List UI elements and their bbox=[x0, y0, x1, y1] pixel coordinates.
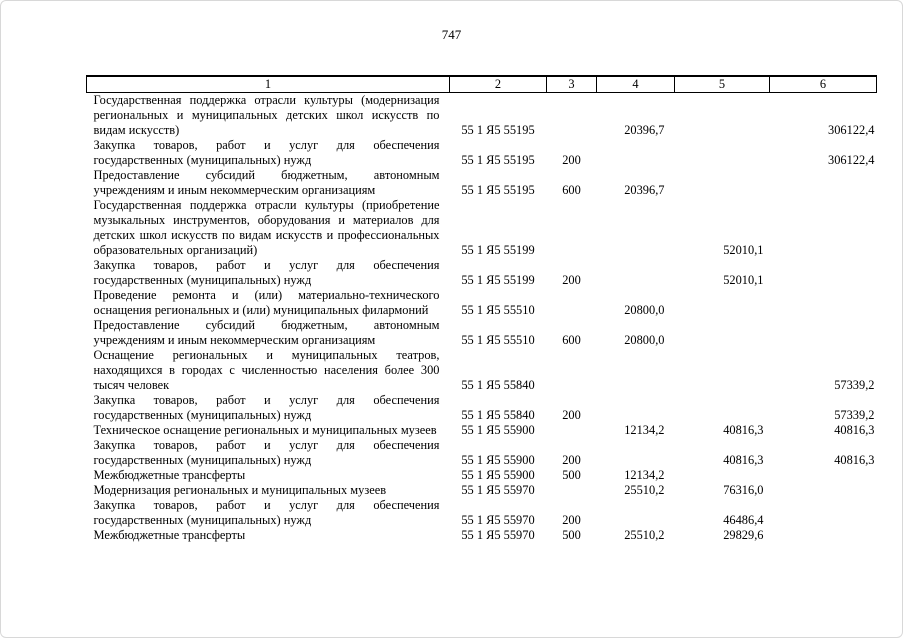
table-row bbox=[87, 318, 877, 348]
table-row bbox=[87, 423, 877, 438]
row-amount-col4: 20800,0 bbox=[624, 303, 665, 317]
row-code: 55 1 Я5 55900 bbox=[461, 423, 535, 437]
row-amount-col4: 25510,2 bbox=[624, 483, 665, 497]
row-code: 55 1 Я5 55970 bbox=[461, 528, 535, 542]
row-expense-type: 500 bbox=[562, 528, 581, 542]
row-code: 55 1 Я5 55510 bbox=[461, 303, 535, 317]
table-row bbox=[87, 258, 877, 288]
row-amount-col5 bbox=[675, 468, 770, 483]
table-row bbox=[87, 498, 877, 528]
row-expense-type bbox=[547, 288, 597, 318]
row-expense-type bbox=[547, 483, 597, 498]
row-amount-col4 bbox=[597, 498, 675, 528]
row-code: 55 1 Я5 55970 bbox=[461, 513, 535, 527]
table-header-row bbox=[87, 76, 877, 93]
row-amount-col5 bbox=[675, 168, 770, 198]
column-header-4: 4 bbox=[597, 76, 675, 93]
row-amount-col4 bbox=[597, 138, 675, 168]
row-amount-col6 bbox=[770, 318, 877, 348]
row-code: 55 1 Я5 55510 bbox=[461, 333, 535, 347]
row-amount-col5 bbox=[675, 288, 770, 318]
row-amount-col5 bbox=[675, 93, 770, 139]
row-code: 55 1 Я5 55195 bbox=[461, 123, 535, 137]
row-title: Предоставление субсидий бюджетным, автономным учреждениям и иным некоммерческим организациям bbox=[93, 318, 440, 347]
row-amount-col6: 57339,2 bbox=[834, 378, 875, 392]
row-expense-type: 500 bbox=[562, 468, 581, 482]
row-code: 55 1 Я5 55900 bbox=[461, 468, 535, 482]
row-expense-type: 200 bbox=[562, 408, 581, 422]
row-expense-type: 200 bbox=[562, 153, 581, 167]
row-amount-col6 bbox=[770, 198, 877, 258]
row-title: Техническое оснащение региональных и муниципальных музеев bbox=[93, 423, 437, 437]
page-number: 747 bbox=[441, 27, 462, 42]
row-amount-col6 bbox=[770, 258, 877, 288]
row-amount-col6: 40816,3 bbox=[834, 423, 875, 437]
row-amount-col5: 40816,3 bbox=[723, 453, 764, 467]
table-row bbox=[87, 438, 877, 468]
row-amount-col6: 306122,4 bbox=[828, 123, 875, 137]
row-amount-col5: 46486,4 bbox=[723, 513, 764, 527]
row-amount-col4 bbox=[597, 258, 675, 288]
row-amount-col6: 57339,2 bbox=[834, 408, 875, 422]
row-amount-col4: 25510,2 bbox=[624, 528, 665, 542]
row-amount-col6: 40816,3 bbox=[834, 453, 875, 467]
table-row bbox=[87, 468, 877, 483]
table-header bbox=[87, 76, 877, 93]
row-amount-col5: 52010,1 bbox=[723, 243, 764, 257]
row-amount-col6 bbox=[770, 528, 877, 543]
row-amount-col4: 20396,7 bbox=[624, 183, 665, 197]
table-row bbox=[87, 393, 877, 423]
row-title: Оснащение региональных и муниципальных театров, находящихся в городах с численностью населения более 300 тысяч человек bbox=[93, 348, 440, 392]
row-amount-col6 bbox=[770, 483, 877, 498]
row-amount-col4: 20800,0 bbox=[624, 333, 665, 347]
row-code: 55 1 Я5 55199 bbox=[461, 243, 535, 257]
row-expense-type: 200 bbox=[562, 273, 581, 287]
column-header-3: 3 bbox=[547, 76, 597, 93]
row-expense-type: 600 bbox=[562, 333, 581, 347]
table-body bbox=[87, 93, 877, 544]
row-amount-col4: 20396,7 bbox=[624, 123, 665, 137]
column-header-6: 6 bbox=[770, 76, 877, 93]
table-row bbox=[87, 483, 877, 498]
row-title: Закупка товаров, работ и услуг для обеспечения государственных (муниципальных) нужд bbox=[93, 138, 440, 167]
row-title: Государственная поддержка отрасли культуры (приобретение музыкальных инструментов, оборудования и материалов для детских школ искусств по видам искусств и профессиональных образовательных организаций) bbox=[93, 198, 440, 257]
row-amount-col6 bbox=[770, 498, 877, 528]
row-amount-col5 bbox=[675, 348, 770, 393]
row-amount-col4 bbox=[597, 393, 675, 423]
row-amount-col5: 76316,0 bbox=[723, 483, 764, 497]
table-row bbox=[87, 138, 877, 168]
row-amount-col6 bbox=[770, 288, 877, 318]
row-code: 55 1 Я5 55970 bbox=[461, 483, 535, 497]
row-expense-type bbox=[547, 93, 597, 139]
table-row bbox=[87, 528, 877, 543]
row-amount-col4 bbox=[597, 438, 675, 468]
column-header-1: 1 bbox=[87, 76, 450, 93]
row-amount-col4: 12134,2 bbox=[624, 423, 665, 437]
row-expense-type bbox=[547, 198, 597, 258]
row-amount-col5: 29829,6 bbox=[723, 528, 764, 542]
row-amount-col5 bbox=[675, 138, 770, 168]
row-amount-col5 bbox=[675, 318, 770, 348]
row-amount-col4: 12134,2 bbox=[624, 468, 665, 482]
column-header-2: 2 bbox=[450, 76, 547, 93]
row-code: 55 1 Я5 55195 bbox=[461, 183, 535, 197]
table-row bbox=[87, 198, 877, 258]
row-title: Модернизация региональных и муниципальных музеев bbox=[93, 483, 387, 497]
row-title: Закупка товаров, работ и услуг для обеспечения государственных (муниципальных) нужд bbox=[93, 258, 440, 287]
row-amount-col5: 40816,3 bbox=[723, 423, 764, 437]
row-amount-col4 bbox=[597, 348, 675, 393]
row-code: 55 1 Я5 55199 bbox=[461, 273, 535, 287]
row-title: Закупка товаров, работ и услуг для обеспечения государственных (муниципальных) нужд bbox=[93, 498, 440, 527]
row-expense-type: 200 bbox=[562, 453, 581, 467]
table-row bbox=[87, 348, 877, 393]
row-title: Закупка товаров, работ и услуг для обеспечения государственных (муниципальных) нужд bbox=[93, 393, 440, 422]
row-expense-type bbox=[547, 423, 597, 438]
row-title: Межбюджетные трансферты bbox=[93, 468, 246, 482]
row-amount-col5: 52010,1 bbox=[723, 273, 764, 287]
column-header-5: 5 bbox=[675, 76, 770, 93]
row-amount-col5 bbox=[675, 393, 770, 423]
row-title: Проведение ремонта и (или) материально-технического оснащения региональных и (или) муниципальных филармоний bbox=[93, 288, 440, 317]
row-code: 55 1 Я5 55900 bbox=[461, 453, 535, 467]
row-title: Государственная поддержка отрасли культуры (модернизация региональных и муниципальных детских школ искусств по видам искусств) bbox=[93, 93, 440, 137]
budget-table bbox=[86, 75, 877, 543]
row-amount-col4 bbox=[597, 198, 675, 258]
row-amount-col6: 306122,4 bbox=[828, 153, 875, 167]
row-title: Межбюджетные трансферты bbox=[93, 528, 246, 542]
row-code: 55 1 Я5 55840 bbox=[461, 378, 535, 392]
row-expense-type: 200 bbox=[562, 513, 581, 527]
row-amount-col6 bbox=[770, 468, 877, 483]
row-expense-type bbox=[547, 348, 597, 393]
row-expense-type: 600 bbox=[562, 183, 581, 197]
row-amount-col6 bbox=[770, 168, 877, 198]
table-row bbox=[87, 168, 877, 198]
table-row bbox=[87, 93, 877, 139]
row-title: Закупка товаров, работ и услуг для обеспечения государственных (муниципальных) нужд bbox=[93, 438, 440, 467]
row-code: 55 1 Я5 55840 bbox=[461, 408, 535, 422]
row-code: 55 1 Я5 55195 bbox=[461, 153, 535, 167]
table-row bbox=[87, 288, 877, 318]
row-title: Предоставление субсидий бюджетным, автономным учреждениям и иным некоммерческим организациям bbox=[93, 168, 440, 197]
